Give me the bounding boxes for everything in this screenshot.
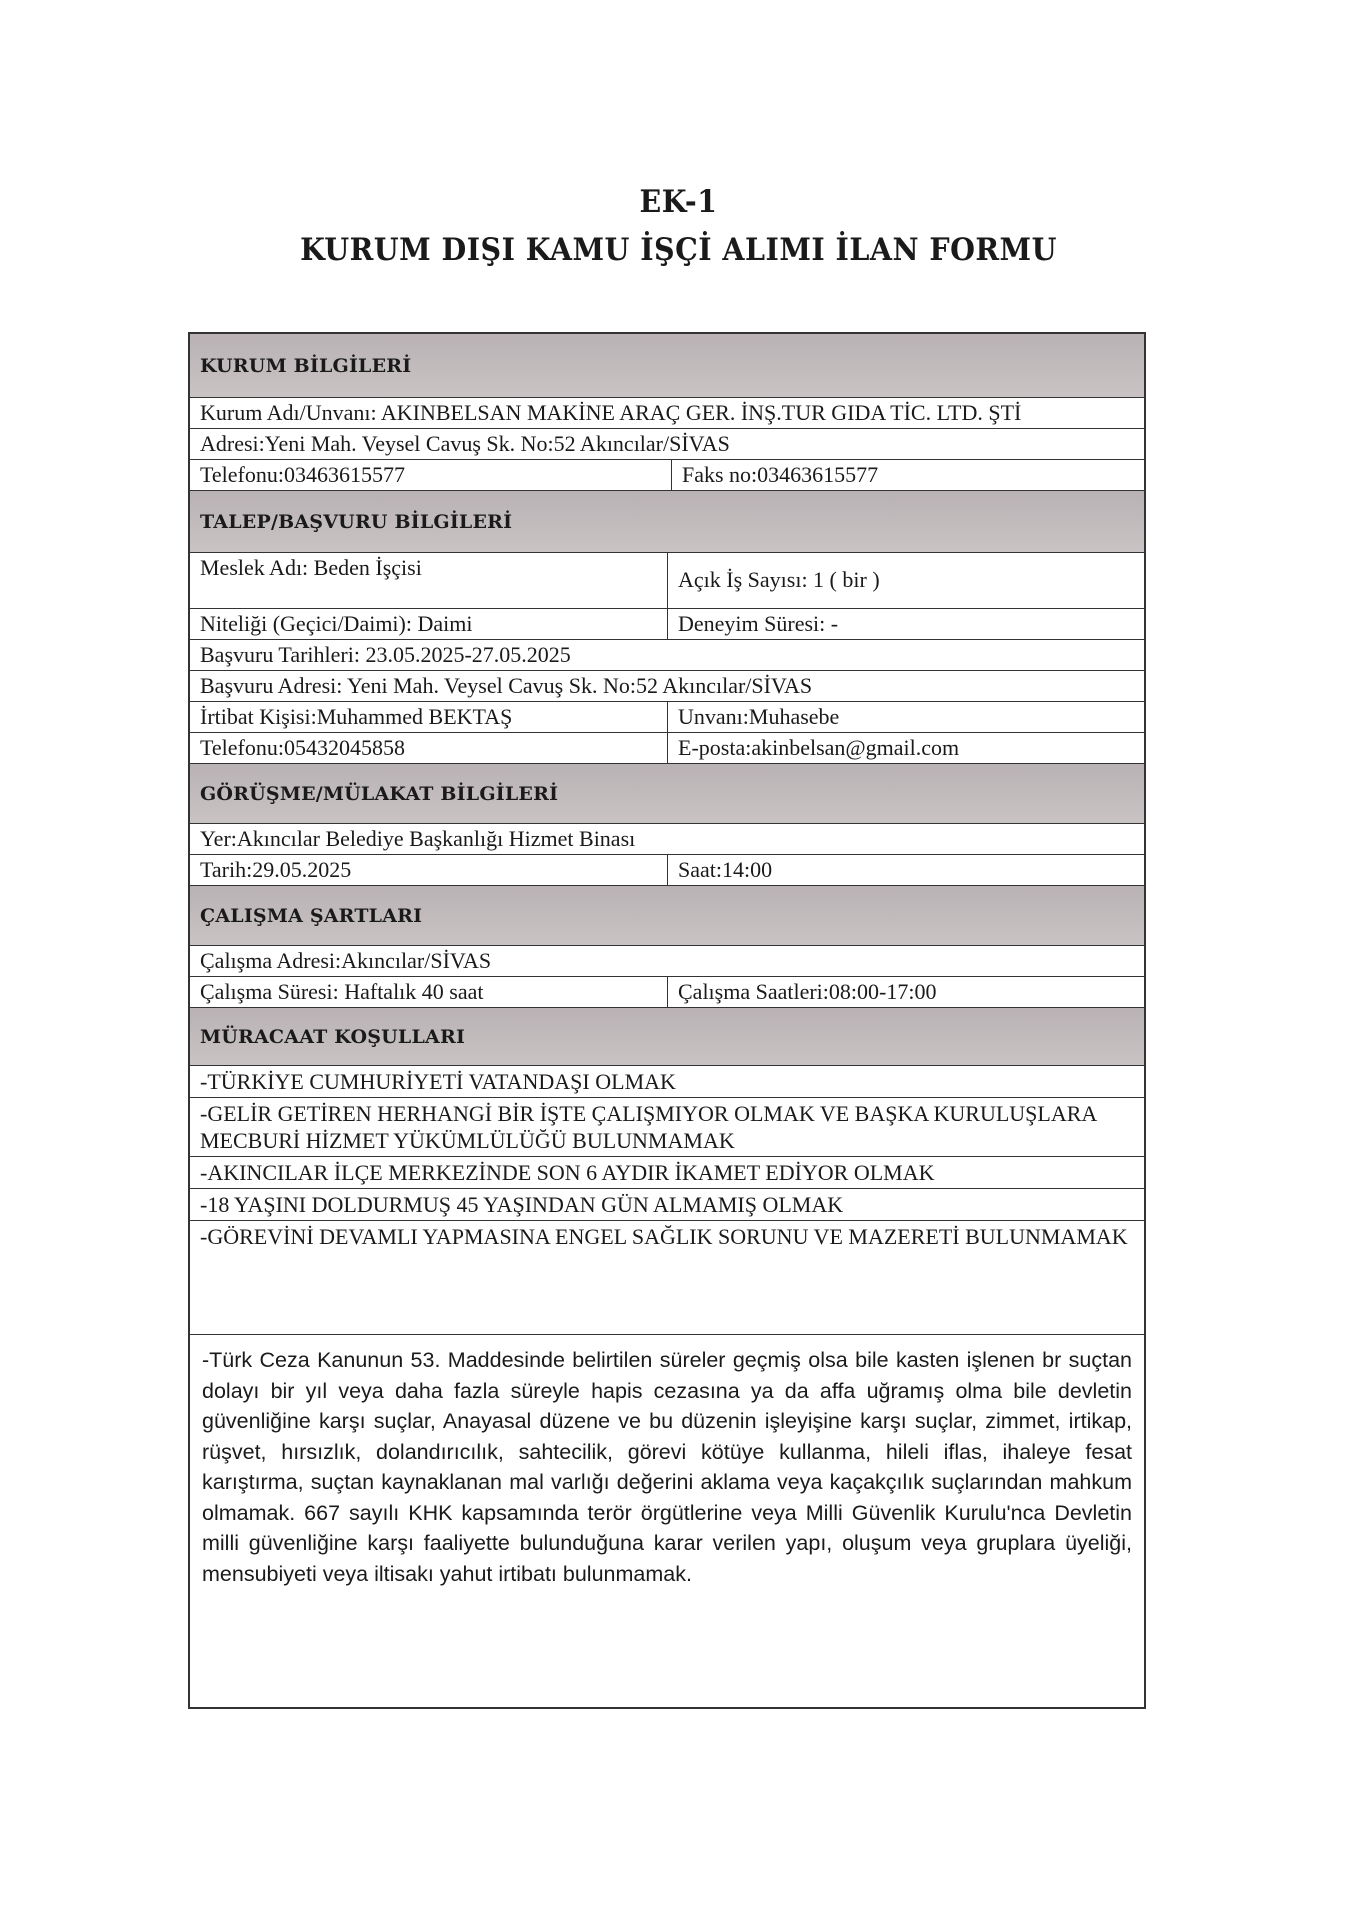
talep-phone-row [190,733,1144,764]
gorusme-place-row [190,824,1144,855]
gorusme-date: Tarih:29.05.2025 [190,855,668,885]
document-title [0,178,1357,274]
section-talep-header: TALEP/BAŞVURU BİLGİLERİ [190,491,1144,553]
kurum-phone: Telefonu:03463615577 [190,460,672,490]
kurum-fax: Faks no:03463615577 [682,462,879,487]
condition-item: -GÖREVİNİ DEVAMLI YAPMASINA ENGEL SAĞLIK SORUNU VE MAZERETİ BULUNMAMAK [190,1221,1144,1335]
calisma-address-row [190,946,1144,977]
talep-experience: Deneyim Süresi: - [678,611,839,636]
talep-dates: Başvuru Tarihleri: 23.05.2025-27.05.2025 [200,642,571,667]
title-form: KURUM DIŞI KAMU İŞÇİ ALIMI İLAN FORMU [300,232,1057,268]
talep-nature-row [190,609,1144,640]
announcement-form [188,332,1146,1709]
talep-profession-row [190,553,1144,609]
calisma-duration-row [190,977,1144,1008]
calisma-duration: Çalışma Süresi: Haftalık 40 saat [190,977,668,1007]
condition-item: -TÜRKİYE CUMHURİYETİ VATANDAŞI OLMAK [190,1066,1144,1098]
gorusme-place: Yer:Akıncılar Belediye Başkanlığı Hizmet Binası [200,826,636,851]
section-kurum-header: KURUM BİLGİLERİ [190,334,1144,398]
talep-title: Unvanı:Muhasebe [678,704,840,729]
kurum-address-row [190,429,1144,460]
talep-email: E-posta:akinbelsan@gmail.com [678,735,960,760]
kurum-phone-row [190,460,1144,491]
kurum-address: Adresi:Yeni Mah. Veysel Cavuş Sk. No:52 Akıncılar/SİVAS [200,431,730,456]
talep-contact: İrtibat Kişisi:Muhammed BEKTAŞ [190,702,668,732]
talep-nature: Niteliği (Geçici/Daimi): Daimi [190,609,668,639]
section-calisma-header: ÇALIŞMA ŞARTLARI [190,886,1144,946]
talep-openings: Açık İş Sayısı: 1 ( bir ) [678,567,880,592]
calisma-address: Çalışma Adresi:Akıncılar/SİVAS [200,948,492,973]
talep-contact-row [190,702,1144,733]
talep-address-row [190,671,1144,702]
title-ek: EK-1 [639,184,718,220]
talep-profession: Meslek Adı: Beden İşçisi [190,553,668,608]
condition-item: -GELİR GETİREN HERHANGİ BİR İŞTE ÇALIŞMIYOR OLMAK VE BAŞKA KURULUŞLARA MECBURİ HİZMET YÜKÜMLÜLÜĞÜ BULUNMAMAK [190,1098,1144,1157]
kurum-name: Kurum Adı/Unvanı: AKINBELSAN MAKİNE ARAÇ GER. İNŞ.TUR GIDA TİC. LTD. ŞTİ [200,400,1022,425]
calisma-hours: Çalışma Saatleri:08:00-17:00 [678,979,937,1004]
section-gorusme-header: GÖRÜŞME/MÜLAKAT BİLGİLERİ [190,764,1144,824]
kurum-name-row [190,398,1144,429]
condition-item: -18 YAŞINI DOLDURMUŞ 45 YAŞINDAN GÜN ALMAMIŞ OLMAK [190,1189,1144,1221]
section-muracaat-header: MÜRACAAT KOŞULLARI [190,1008,1144,1066]
condition-item: -AKINCILAR İLÇE MERKEZİNDE SON 6 AYDIR İKAMET EDİYOR OLMAK [190,1157,1144,1189]
talep-dates-row [190,640,1144,671]
talep-phone: Telefonu:05432045858 [190,733,668,763]
gorusme-time: Saat:14:00 [678,857,773,882]
talep-address: Başvuru Adresi: Yeni Mah. Veysel Cavuş Sk. No:52 Akıncılar/SİVAS [200,673,813,698]
legal-conditions-text: -Türk Ceza Kanunun 53. Maddesinde belirtilen süreler geçmiş olsa bile kasten işlenen br suçtan dolayı bir yıl veya daha fazla süreyle hapis cezasına ya da affa uğramış olma bile devletin güvenliğine karşı suçlar, Anayasal düzene ve bu düzenin işleyişine karşı suçlar, zimmet, irtikap, rüşvet, hırsızlık, dolandırıcılık, sahtecilik, görevi kötüye kullanma, hileli iflas, ihaleye fesat karıştırma, suçtan kaynaklanan mal varlığı değerini aklama veya kaçakçılık suçlarından mahkum olmamak. 667 sayılı KHK kapsamında terör örgütlerine veya Milli Güvenlik Kurulu'nca Devletin milli güvenliğine karşı faaliyette bulunduğuna karar verilen yapı, oluşum veya gruplara üyeliği, mensubiyeti veya iltisakı yahut irtibatı bulunmamak. [202,1348,1132,1586]
gorusme-date-row [190,855,1144,886]
